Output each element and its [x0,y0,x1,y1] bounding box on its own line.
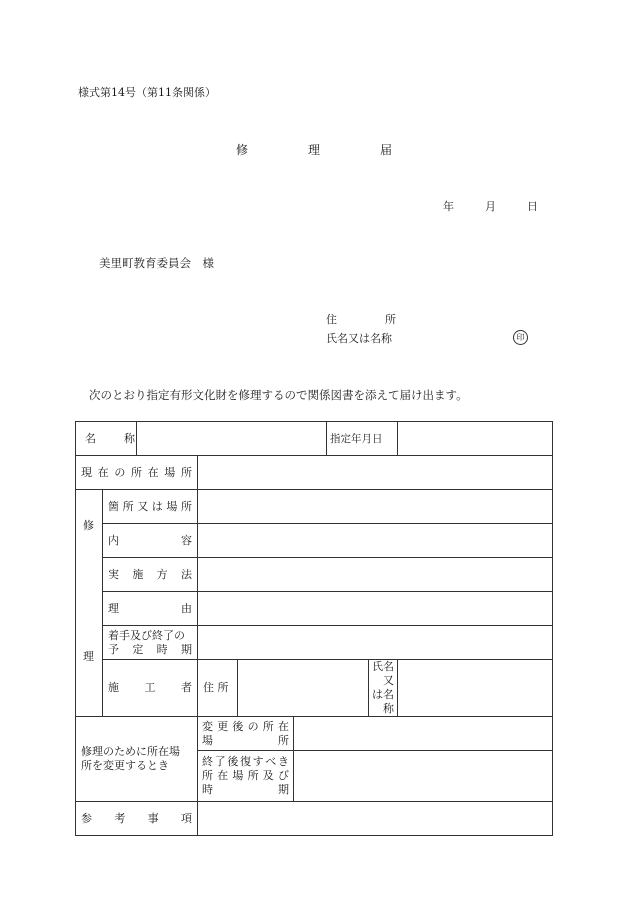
table-row [76,490,553,524]
current-location-field[interactable] [198,456,553,490]
label-char: 期 [180,642,192,656]
label-char: 更 [217,719,229,733]
contractor-name-line2: は名称 [372,688,394,715]
label-char: 施 [108,681,119,694]
address-char: 住 [326,313,337,326]
label-char: 変 [202,719,213,733]
remarks-label [76,802,198,836]
label-char: 方 [156,567,168,581]
schedule-line1: 着手及び終了の [108,628,185,642]
label-char: 終 [202,755,213,768]
reason-label [103,592,198,626]
label-char: 由 [181,601,192,615]
label-char: 在 [97,465,109,479]
schedule-label [103,626,198,660]
date-line [443,198,538,214]
method-label [103,558,198,592]
title-char: 理 [307,143,320,157]
label-char: 期 [278,783,289,796]
table-row [76,660,553,717]
label-char: 時 [202,783,213,796]
repair-group-label [76,490,103,717]
label-char: 考 [114,811,126,825]
label-char: 法 [180,567,192,581]
label-char: 工 [144,681,156,694]
label-char: は [151,499,163,513]
label-char: 在 [147,465,159,479]
label-char: 現 [81,465,92,479]
contractor-name-label [369,660,398,717]
address-char: 所 [385,313,396,326]
label-char: 又 [137,499,149,513]
month-label: 月 [485,200,496,213]
repair-group-top: 修 [83,519,94,532]
content-label [103,524,198,558]
table-row [76,524,553,558]
title-char: 修 [236,143,249,157]
relocation-line2: 所を変更するとき [81,759,169,772]
method-field[interactable] [198,558,553,592]
designation-date-field[interactable] [398,422,553,456]
content-field[interactable] [198,524,553,558]
applicant-name-label: 氏名又は名称 [326,332,392,345]
label-char: 場 [164,465,176,479]
new-location-label [198,717,294,751]
label-char: す [252,755,264,768]
label-char: 施 [132,567,144,581]
label-char: の [114,465,126,479]
addressee: 美里町教育委員会 様 [99,256,214,270]
label-char: 場 [202,733,213,747]
label-char: 名 [85,431,96,445]
label-char: 後 [227,755,239,768]
day-label: 日 [527,200,538,213]
label-char: 所 [247,769,259,782]
label-char: 予 [108,642,119,656]
label-char: 箇 [108,499,119,513]
title-char: 届 [379,143,392,157]
schedule-field[interactable] [198,626,553,660]
restore-field[interactable] [294,751,553,802]
label-char: び [277,769,289,782]
relocation-label [76,717,198,802]
seal-icon: 印 [513,330,528,345]
remarks-field[interactable] [198,802,553,836]
relocation-line1: 修理のために所在場 [81,745,180,758]
label-char: べ [265,755,277,768]
table-row [76,717,553,751]
contractor-name-line1: 氏名又 [372,660,394,687]
designation-date-label: 指定年月日 [327,422,398,456]
label-char: 事 [147,811,159,825]
label-char: 所 [262,719,274,733]
contractor-label [103,660,198,717]
label-char: き [277,755,289,768]
label-char: 理 [108,601,119,615]
label-char: 項 [180,811,192,825]
name-field[interactable] [137,422,327,456]
label-char: 場 [166,499,178,513]
table-row [76,456,553,490]
label-char: 了 [214,755,226,768]
label-char: 所 [122,499,134,513]
new-location-field[interactable] [294,717,553,751]
label-char: 内 [108,533,119,547]
table-row [76,626,553,660]
label-char: 実 [108,567,119,581]
label-char: 場 [232,769,244,782]
label-char: 容 [181,533,192,547]
seal-mark [513,329,528,345]
label-char: 定 [132,642,144,656]
repair-spot-field[interactable] [198,490,553,524]
applicant-address-label [326,311,396,327]
reason-field[interactable] [198,592,553,626]
intro-text: 次のとおり指定有形文化財を修理するので関係図書を添えて届け出ます。 [89,388,468,402]
table-row [76,558,553,592]
label-char: 所 [130,465,142,479]
table-row [76,422,553,456]
label-char: 時 [156,642,168,656]
label-char: 在 [217,769,229,782]
label-char: 所 [278,733,289,747]
repair-group-bottom: 理 [83,650,94,663]
name-label-cell [76,422,137,456]
year-label: 年 [443,200,454,213]
label-char: 参 [81,811,92,825]
contractor-address-field[interactable] [238,660,369,717]
repair-spot-label [103,490,198,524]
label-char: 復 [239,755,251,768]
table-row [76,802,553,836]
form-title [236,141,392,158]
label-char: 及 [262,769,274,782]
form-number: 様式第14号（第11条関係） [78,86,216,99]
current-location-label [76,456,198,490]
label-char: の [247,719,259,733]
label-char: 在 [277,719,289,733]
contractor-address-label: 住 所 [198,660,238,717]
contractor-name-field[interactable] [398,660,553,717]
repair-notification-table [75,421,553,836]
restore-label [198,751,294,802]
label-char: 所 [180,499,192,513]
label-char: 称 [124,431,135,445]
label-char: 者 [181,681,192,694]
table-row [76,592,553,626]
label-char: 後 [232,719,244,733]
label-char: 所 [180,465,192,479]
label-char: 所 [202,769,213,782]
